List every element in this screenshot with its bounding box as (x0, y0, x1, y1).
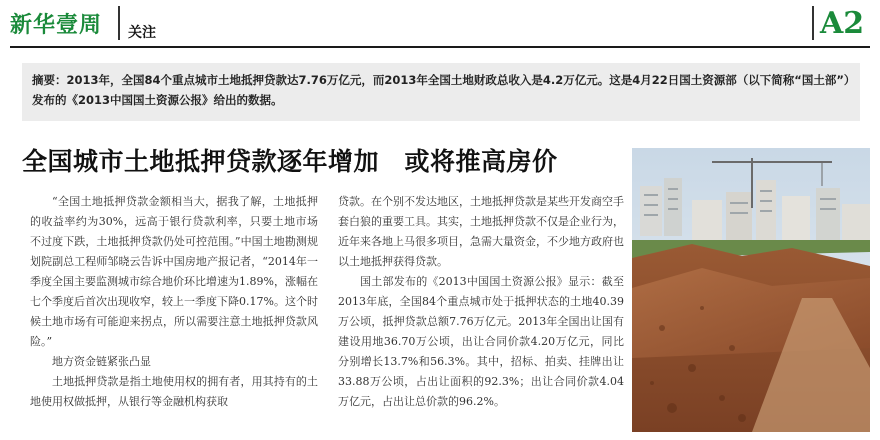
section-label: 关注 (128, 25, 156, 41)
paragraph: “全国土地抵押贷款金额相当大，据我了解，土地抵押的收益率约为30%，远高于银行贷款利率，只要土地市场不过度下跌，土地抵押贷款仍处可控范围。”中国土地勘测规划院副总工程师邹晓云告诉中国房地产报记者，“2014年一季度全国主要监测城市综合地价环比增速为1.89%，涨幅在七个季度后首次出现收窄，较上一季度下降0.17%。这个时候土地市场有可能迎来拐点，所以需要注意土地抵押贷款风险。” (30, 195, 318, 348)
page-number: A2 (820, 6, 865, 41)
paragraph: 国土部发布的《2013中国国土资源公报》显示：截至2013年底，全国84个重点城市处于抵押状态的土地40.39万公顷，抵押贷款总额7.76万亿元。2013年全国出让国有建设用地36.70万公顷，出让合同价款4.20万亿元，同比分别增长13.7%和56.3%。其中，招标、拍卖、挂牌出让33.88万公顷，占出让面积的92.3%；出让合同价款4.04万亿元，占出让总价款的96.2%。 (338, 275, 624, 408)
construction-site-photo (632, 148, 870, 432)
paragraph: 土地抵押贷款是指土地使用权的拥有者，用其持有的土地使用权做抵押，从银行等金融机构获取 (30, 375, 318, 408)
masthead-logo: 新华壹周 (10, 13, 103, 38)
paragraph: 贷款。在个别不发达地区，土地抵押贷款是某些开发商空手套白狼的重要工具。其实，土地抵押贷款不仅是企业行为，近年来各地上马很多项目，急需大量资金，不少地方政府也以土地抵押获得贷款。 (338, 195, 624, 268)
page-header (0, 0, 880, 50)
article-column-2 (338, 192, 624, 438)
abstract-label: 摘要： (32, 73, 67, 87)
abstract-text: 2013年，全国84个重点城市土地抵押贷款达7.76万亿元，而2013年全国土地财政总收入是4.2万亿元。这是4月22日国土资源部（以下简称“国土部”）发布的《2013中国国土资源公报》给出的数据。 (32, 73, 850, 107)
article-headline: 全国城市土地抵押贷款逐年增加 或将推高房价 (22, 147, 558, 176)
subheading: 地方资金链紧张凸显 (52, 355, 151, 368)
header-divider-left (118, 6, 120, 40)
header-divider-right (812, 6, 814, 40)
header-rule (10, 46, 870, 48)
article-column-1 (30, 192, 318, 438)
abstract-box (22, 63, 860, 121)
